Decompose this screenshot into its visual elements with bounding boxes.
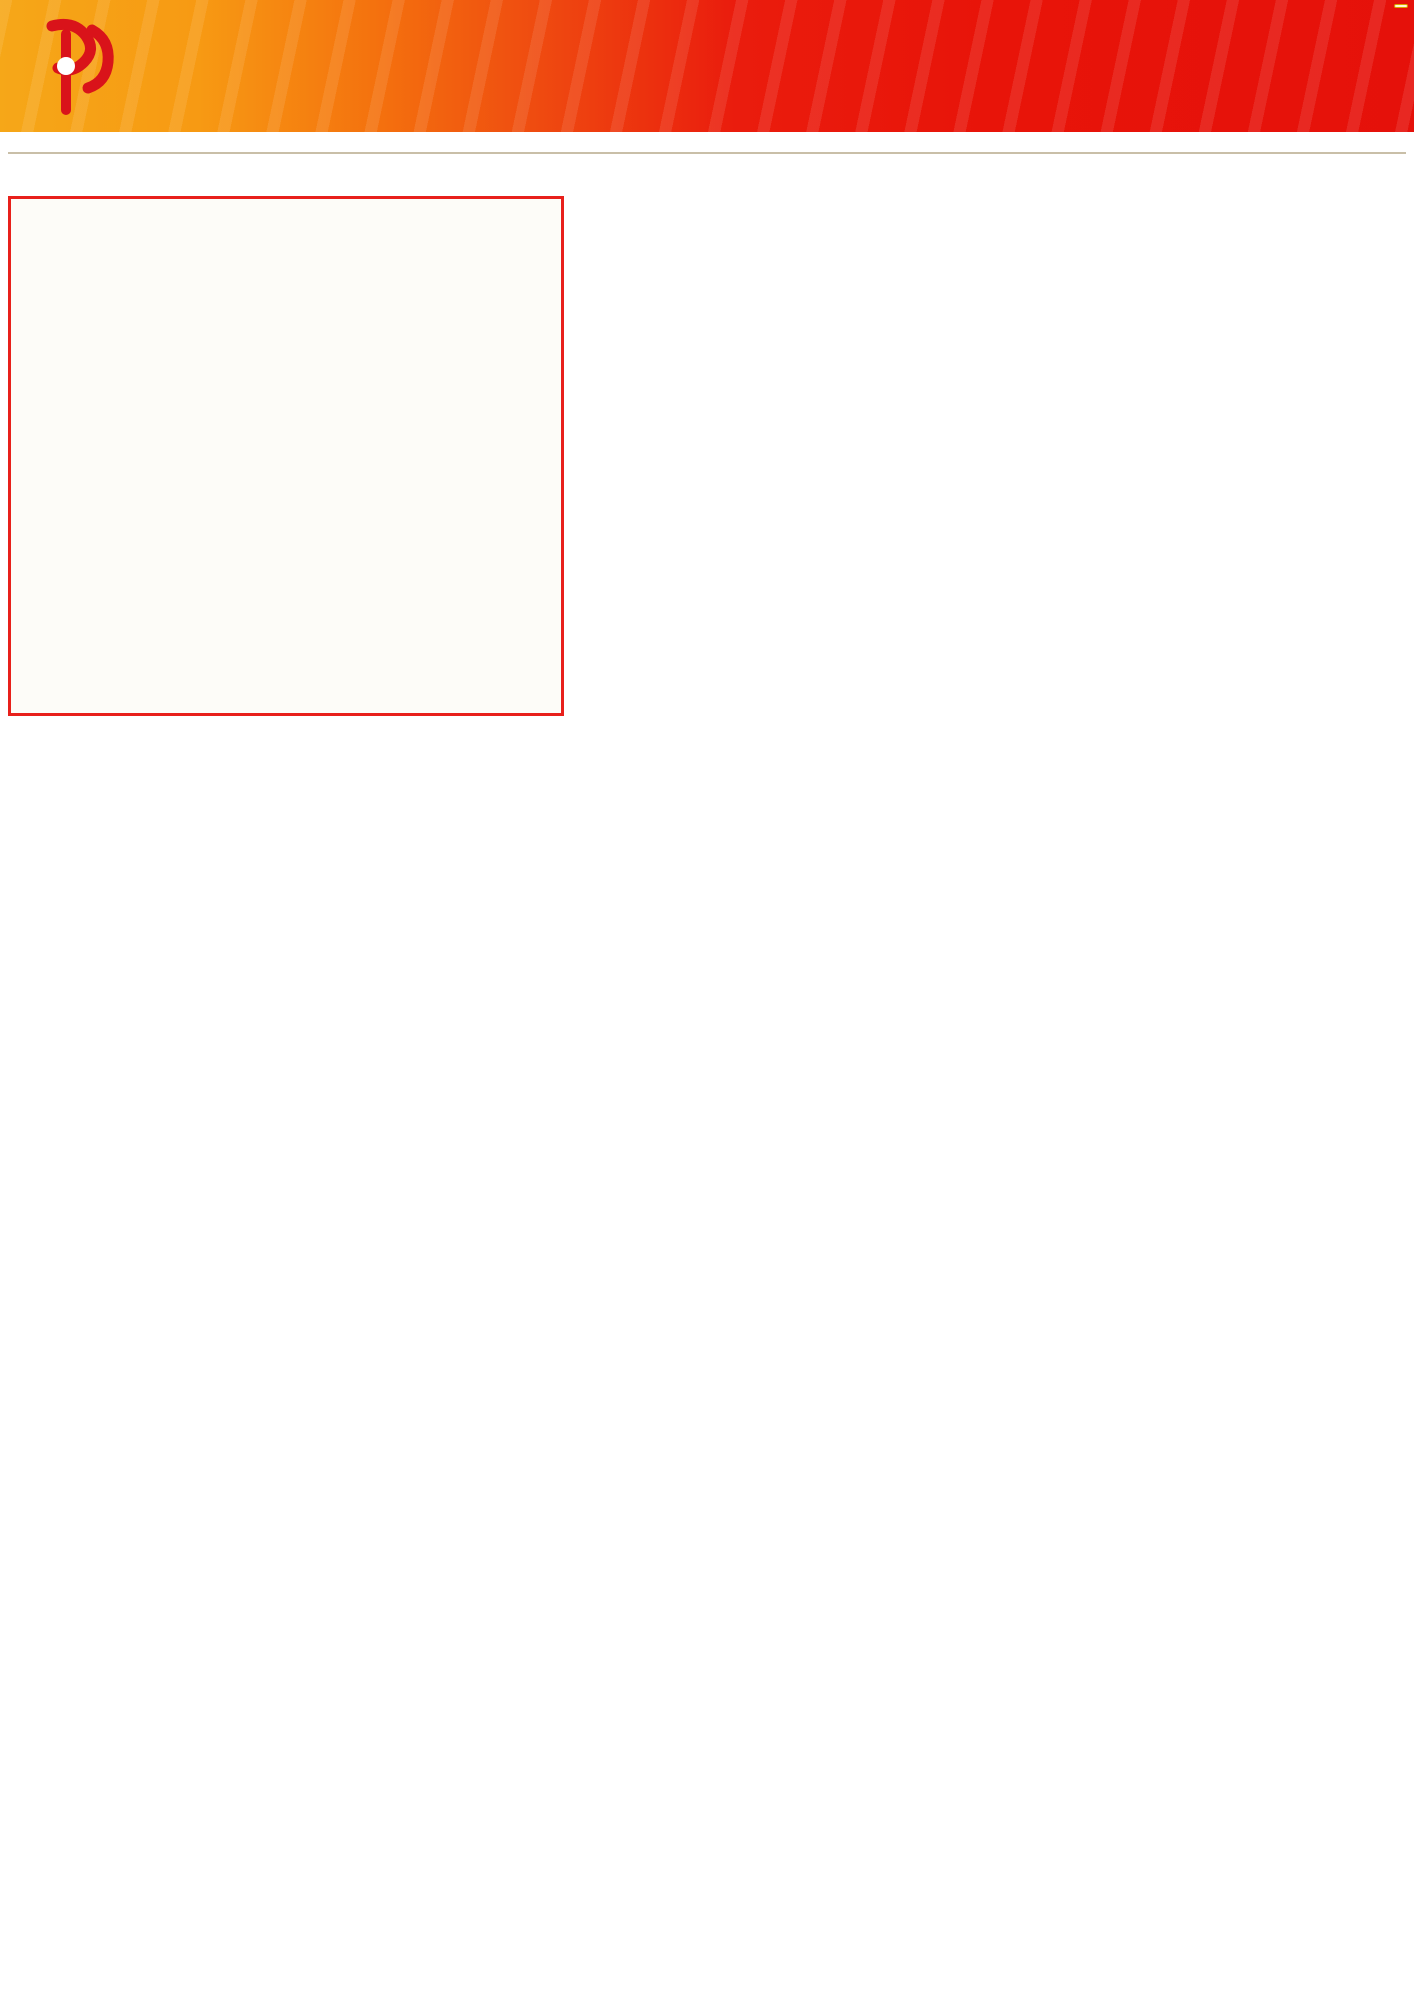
analysis-section <box>0 154 1414 178</box>
lottery-logo <box>22 8 602 124</box>
lower-right-column <box>572 184 1414 726</box>
site-watermark <box>1394 4 1408 8</box>
mini-chart-title <box>8 184 564 196</box>
section-title-trend <box>0 132 1414 152</box>
page-banner <box>0 0 1414 132</box>
welfare-lottery-icon <box>22 14 130 118</box>
mini-chart-box <box>8 196 564 716</box>
right-panel-title <box>578 184 1400 190</box>
lower-left-column <box>0 184 572 726</box>
lower-section <box>0 184 1414 726</box>
